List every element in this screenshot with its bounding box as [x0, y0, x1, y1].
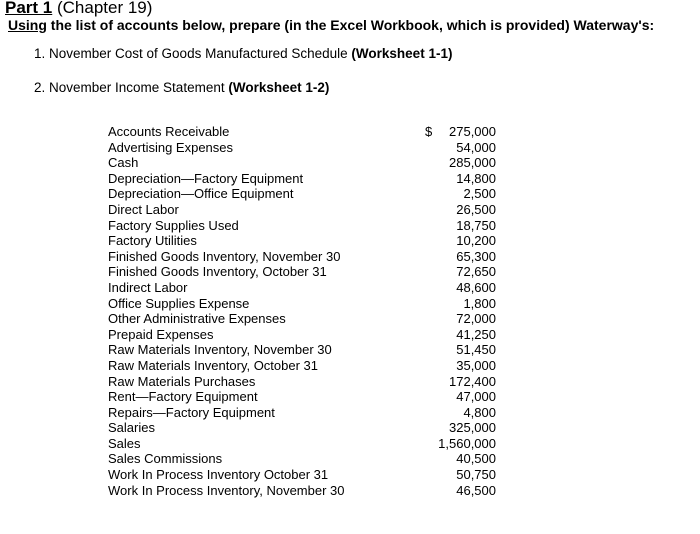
account-name: Factory Supplies Used [108, 217, 239, 233]
account-amount: 51,450 [456, 342, 496, 358]
account-row [108, 374, 496, 390]
account-amount: 18,750 [456, 217, 496, 233]
account-amount: 4,800 [463, 404, 496, 420]
account-amount: 275,000 [449, 124, 496, 139]
part-label: Part 1 [5, 0, 53, 17]
task-text: 1. November Cost of Goods Manufactured Schedule [34, 46, 352, 61]
account-name: Work In Process Inventory October 31 [108, 467, 329, 483]
account-row [108, 218, 496, 234]
account-amount: 14,800 [456, 170, 496, 186]
account-amount: 26,500 [456, 201, 496, 217]
account-amount: 41,250 [456, 326, 496, 342]
task-item-2 [34, 79, 329, 97]
account-name: Depreciation—Office Equipment [108, 186, 294, 202]
account-name: Office Supplies Expense [108, 295, 250, 311]
account-amount: 35,000 [456, 357, 496, 373]
account-row [108, 342, 496, 358]
account-amount: 1,800 [463, 295, 496, 311]
task-text: 2. November Income Statement [34, 80, 229, 95]
account-name: Other Administrative Expenses [108, 311, 286, 327]
account-name: Accounts Receivable [108, 124, 230, 139]
task-item-1 [34, 45, 452, 63]
account-name: Sales Commissions [108, 451, 223, 467]
task-worksheet-ref: (Worksheet 1-2) [228, 80, 330, 95]
task-worksheet-ref: (Worksheet 1-1) [351, 46, 453, 61]
account-name: Rent—Factory Equipment [108, 389, 258, 405]
account-row [108, 358, 496, 374]
account-amount: 54,000 [456, 139, 496, 155]
account-amount: 65,300 [456, 248, 496, 264]
account-name: Finished Goods Inventory, October 31 [108, 264, 327, 280]
account-row [108, 155, 496, 171]
account-name: Raw Materials Purchases [108, 373, 256, 389]
instruction-text [8, 16, 654, 34]
account-amount: 325,000 [449, 420, 496, 436]
currency-symbol: $ [425, 124, 433, 139]
account-name: Raw Materials Inventory, October 31 [108, 357, 319, 373]
instruction-lead: Using [8, 17, 47, 33]
account-amount: 46,500 [456, 482, 496, 498]
account-name: Raw Materials Inventory, November 30 [108, 342, 332, 358]
account-name: Indirect Labor [108, 279, 188, 295]
account-row [108, 140, 496, 156]
account-name: Factory Utilities [108, 233, 197, 249]
account-row [108, 451, 496, 467]
account-row [108, 483, 496, 499]
account-row [108, 249, 496, 265]
account-row [108, 124, 496, 140]
account-row [108, 280, 496, 296]
account-row [108, 233, 496, 249]
account-row [108, 420, 496, 436]
account-row [108, 436, 496, 452]
account-name: Advertising Expenses [108, 139, 234, 155]
account-amount: 40,500 [456, 451, 496, 467]
account-row [108, 389, 496, 405]
account-name: Work In Process Inventory, November 30 [108, 482, 345, 498]
account-name: Finished Goods Inventory, November 30 [108, 248, 341, 264]
account-row [108, 186, 496, 202]
instruction-rest: the list of accounts below, prepare (in the Excel Workbook, which is provided) Waterway's: [46, 17, 655, 33]
account-amount: 10,200 [456, 233, 496, 249]
account-name: Depreciation—Factory Equipment [108, 170, 304, 186]
account-amount: 1,560,000 [438, 435, 496, 451]
account-row [108, 171, 496, 187]
account-amount: 2,500 [463, 186, 496, 202]
account-amount: 47,000 [456, 389, 496, 405]
account-row [108, 296, 496, 312]
account-name: Direct Labor [108, 201, 179, 217]
account-name: Sales [108, 435, 141, 451]
account-name: Cash [108, 155, 139, 171]
account-name: Prepaid Expenses [108, 326, 214, 342]
accounts-list [108, 124, 496, 498]
account-name: Repairs—Factory Equipment [108, 404, 275, 420]
account-amount: 48,600 [456, 279, 496, 295]
account-amount: 50,750 [456, 467, 496, 483]
chapter-label: (Chapter 19) [52, 0, 153, 17]
account-amount: 72,650 [456, 264, 496, 280]
account-row [108, 311, 496, 327]
account-row [108, 327, 496, 343]
account-name: Salaries [108, 420, 155, 436]
account-amount: 172,400 [449, 373, 496, 389]
account-row [108, 405, 496, 421]
account-row [108, 467, 496, 483]
account-amount: 72,000 [456, 311, 496, 327]
account-row [108, 202, 496, 218]
account-row [108, 264, 496, 280]
account-amount: 285,000 [449, 155, 496, 171]
